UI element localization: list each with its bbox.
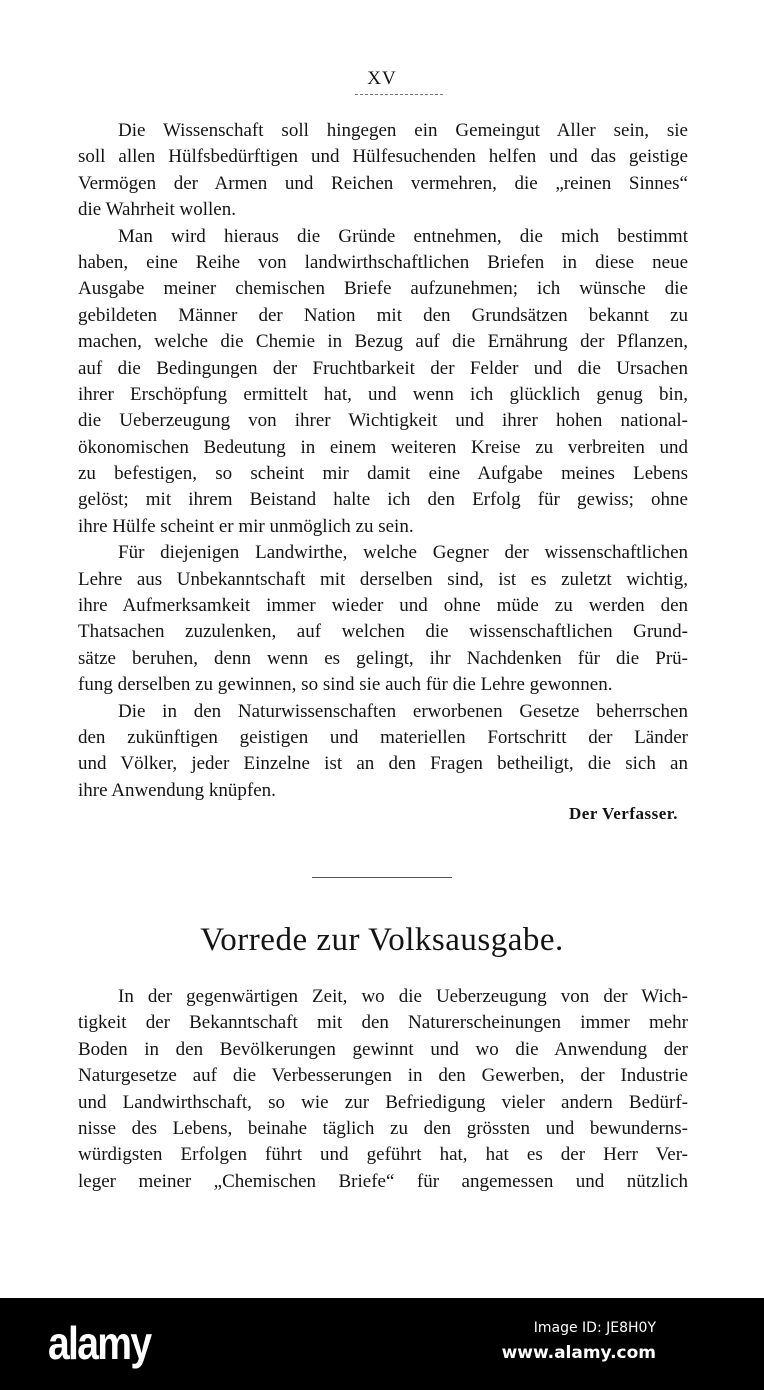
text-line: und Völker, jeder Einzelne ist an den Fragen betheiligt, die sich an <box>78 753 688 775</box>
text-line: Boden in den Bevölkerungen gewinnt und wo die Anwendung der <box>78 1038 688 1060</box>
text-line: Lehre aus Unbekanntschaft mit derselben sind, ist es zuletzt wichtig, <box>78 568 688 590</box>
text-line: ökonomischen Bedeutung in einem weiteren Kreise zu verbreiten und <box>78 436 688 458</box>
section-text <box>78 984 688 1195</box>
text-line: haben, eine Reihe von landwirthschaftlichen Briefen in diese neue <box>78 251 688 273</box>
image-id: Image ID: JE8H0Y <box>533 1320 656 1336</box>
page-number-rule <box>355 94 443 95</box>
text-line: ihrer Erschöpfung ermittelt hat, und wenn ich glücklich genug bin, <box>78 383 688 405</box>
text-line: Ausgabe meiner chemischen Briefe aufzunehmen; ich wünsche die <box>78 278 688 300</box>
text-line: ihre Aufmerksamkeit immer wieder und ohne müde zu werden den <box>78 595 688 617</box>
watermark-bar <box>0 1298 764 1390</box>
text-line: die Ueberzeugung von ihrer Wichtigkeit und ihrer hohen national- <box>78 410 688 432</box>
text-line: Vermögen der Armen und Reichen vermehren, die „reinen Sinnes“ <box>78 172 688 194</box>
page-number: XV <box>367 68 397 89</box>
text-line: Thatsachen zuzulenken, auf welchen die wissenschaftlichen Grund- <box>78 621 688 643</box>
text-line: gelöst; mit ihrem Beistand halte ich den Erfolg für gewiss; ohne <box>78 489 688 511</box>
site-url: www.alamy.com <box>501 1343 656 1363</box>
text-line: Die Wissenschaft soll hingegen ein Gemeingut Aller sein, sie <box>118 120 688 141</box>
text-line: ihre Hülfe scheint er mir unmöglich zu sein. <box>78 515 414 537</box>
text-line: und Landwirthschaft, so wie zur Befriedigung vieler andern Bedürf- <box>78 1091 688 1113</box>
text-line: In der gegenwärtigen Zeit, wo die Ueberzeugung von der Wich- <box>118 986 688 1007</box>
section-heading: Vorrede zur Volksausgabe. <box>200 922 564 958</box>
text-line: leger meiner „Chemischen Briefe“ für angemessen und nützlich <box>78 1170 688 1192</box>
text-line: gebildeten Männer der Nation mit den Grundsätzen bekannt zu <box>78 304 688 326</box>
text-line: ihre Anwendung knüpfen. <box>78 779 276 801</box>
text-line: Man wird hieraus die Gründe entnehmen, die mich bestimmt <box>118 225 688 247</box>
text-line: Naturgesetze auf die Verbesserungen in den Gewerben, der Industrie <box>78 1065 688 1087</box>
text-line: auf die Bedingungen der Fruchtbarkeit der Felder und die Ursachen <box>78 357 688 379</box>
text-line: machen, welche die Chemie in Bezug auf die Ernährung der Pflanzen, <box>78 331 688 353</box>
text-line: nisse des Lebens, beinahe täglich zu den grössten und bewunderns- <box>78 1117 688 1139</box>
text-line: fung derselben zu gewinnen, so sind sie auch für die Lehre gewonnen. <box>78 674 613 696</box>
text-line: die Wahrheit wollen. <box>78 199 236 221</box>
text-line: Die in den Naturwissenschaften erworbenen Gesetze beherrschen <box>118 700 688 722</box>
signature: Der Verfasser. <box>569 804 678 823</box>
text-line: tigkeit der Bekanntschaft mit den Naturerscheinungen immer mehr <box>78 1012 688 1034</box>
text-line: würdigsten Erfolgen führt und geführt hat, hat es der Herr Ver- <box>78 1144 688 1166</box>
text-line: den zukünftigen geistigen und materiellen Fortschritt der Länder <box>78 726 688 748</box>
preface-text <box>78 118 688 804</box>
text-line: Für diejenigen Landwirthe, welche Gegner der wissenschaftlichen <box>118 542 688 564</box>
text-line: zu befestigen, so scheint mir damit eine Aufgabe meines Lebens <box>78 463 688 485</box>
text-line: soll allen Hülfsbedürftigen und Hülfesuchenden helfen und das geistige <box>78 146 688 168</box>
text-line: sätze beruhen, denn wenn es gelingt, ihr Nachdenken für die Prü- <box>78 647 688 669</box>
section-separator <box>312 877 452 878</box>
alamy-logo: alamy <box>48 1317 151 1369</box>
